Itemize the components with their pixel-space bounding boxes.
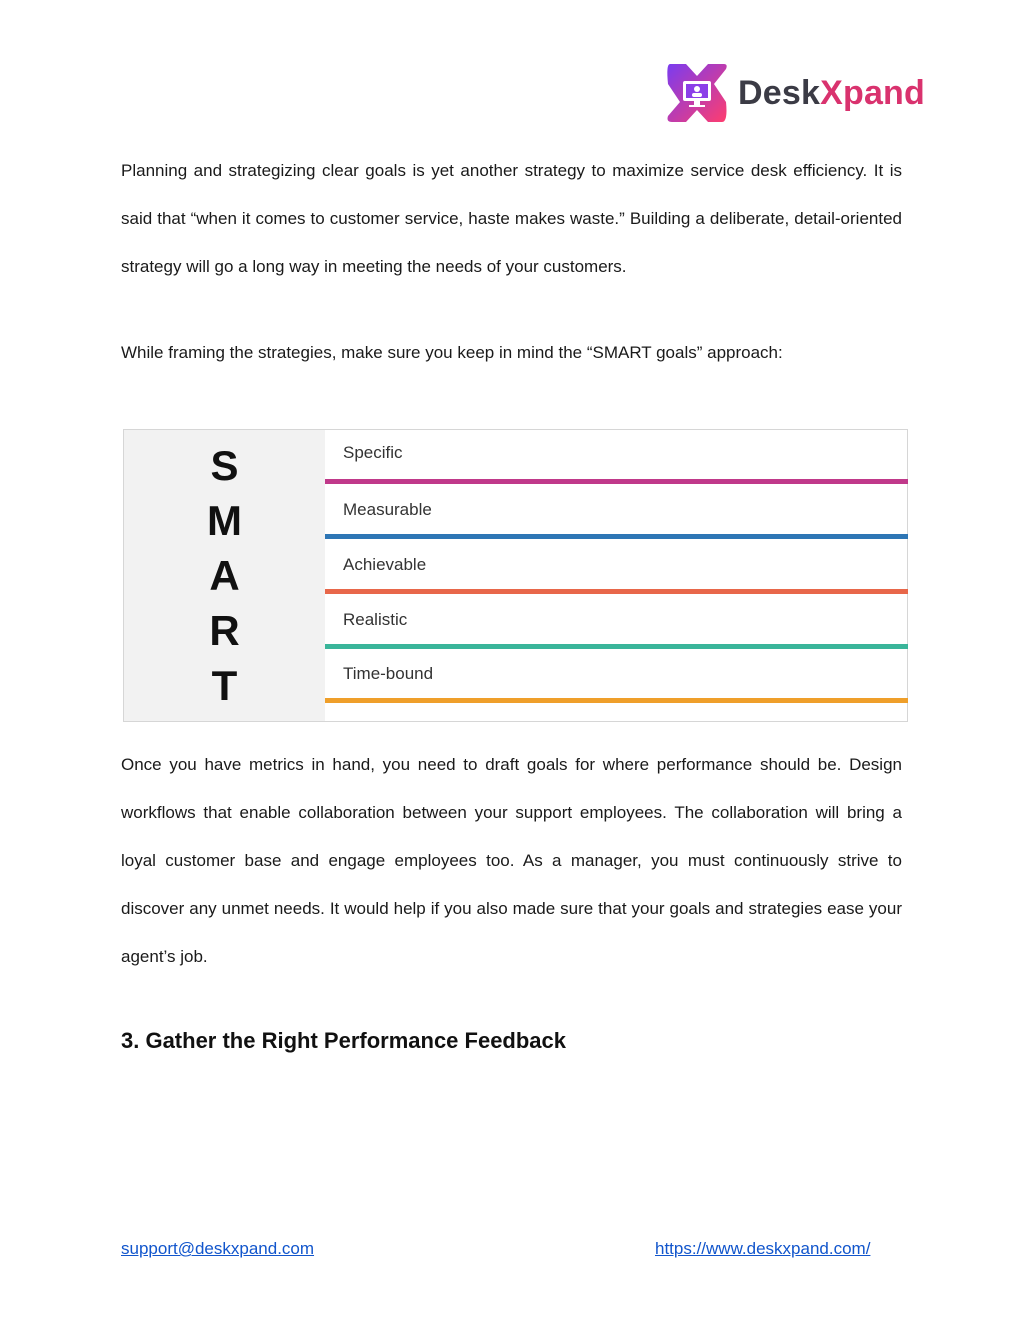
metrics-paragraph: Once you have metrics in hand, you need to draft goals for where performance should be. Design workflows that enable collaboration between your support employees. The collaboration will bring a loyal customer base and engage employees too. As a manager, you must continuously strive to discover any unmet needs. It would help if you also made sure that your goals and strategies ease your agent’s job.: [121, 755, 902, 966]
deskxpand-logo-icon: [664, 60, 730, 126]
smart-letter-a: A: [209, 552, 240, 599]
smart-letter-column: [124, 430, 325, 721]
smart-label-realistic: Realistic: [343, 610, 408, 629]
smart-bar-time-bound: [325, 698, 908, 703]
smart-label-measurable: Measurable: [343, 500, 432, 519]
smart-goals-table: [123, 429, 908, 722]
smart-label-achievable: Achievable: [343, 555, 427, 574]
smart-bar-specific: [325, 479, 908, 484]
smart-label-time-bound: Time-bound: [343, 664, 434, 683]
brand-name: DeskXpand: [738, 73, 925, 112]
smart-bar-measurable: [325, 534, 908, 539]
smart-letter-m: M: [207, 497, 242, 544]
support-email-link[interactable]: support@deskxpand.com: [121, 1239, 315, 1258]
smart-label-specific: Specific: [343, 443, 403, 462]
section-heading: 3. Gather the Right Performance Feedback: [121, 1028, 567, 1053]
smart-letter-t: T: [211, 662, 238, 709]
smart-bar-achievable: [325, 589, 908, 594]
smart-letter-r: R: [209, 607, 240, 654]
smart-letter-s: S: [210, 442, 239, 489]
smart-intro-paragraph: While framing the strategies, make sure you keep in mind the “SMART goals” approach:: [121, 343, 783, 362]
intro-paragraph: Planning and strategizing clear goals is yet another strategy to maximize service desk efficiency. It is said that “when it comes to customer service, haste makes waste.” Building a deliberate, detail-oriented strategy will go a long way in meeting the needs of your customers.: [121, 161, 902, 276]
brand-logo: [664, 60, 925, 126]
smart-bar-realistic: [325, 644, 908, 649]
website-link[interactable]: https://www.deskxpand.com/: [655, 1239, 871, 1258]
